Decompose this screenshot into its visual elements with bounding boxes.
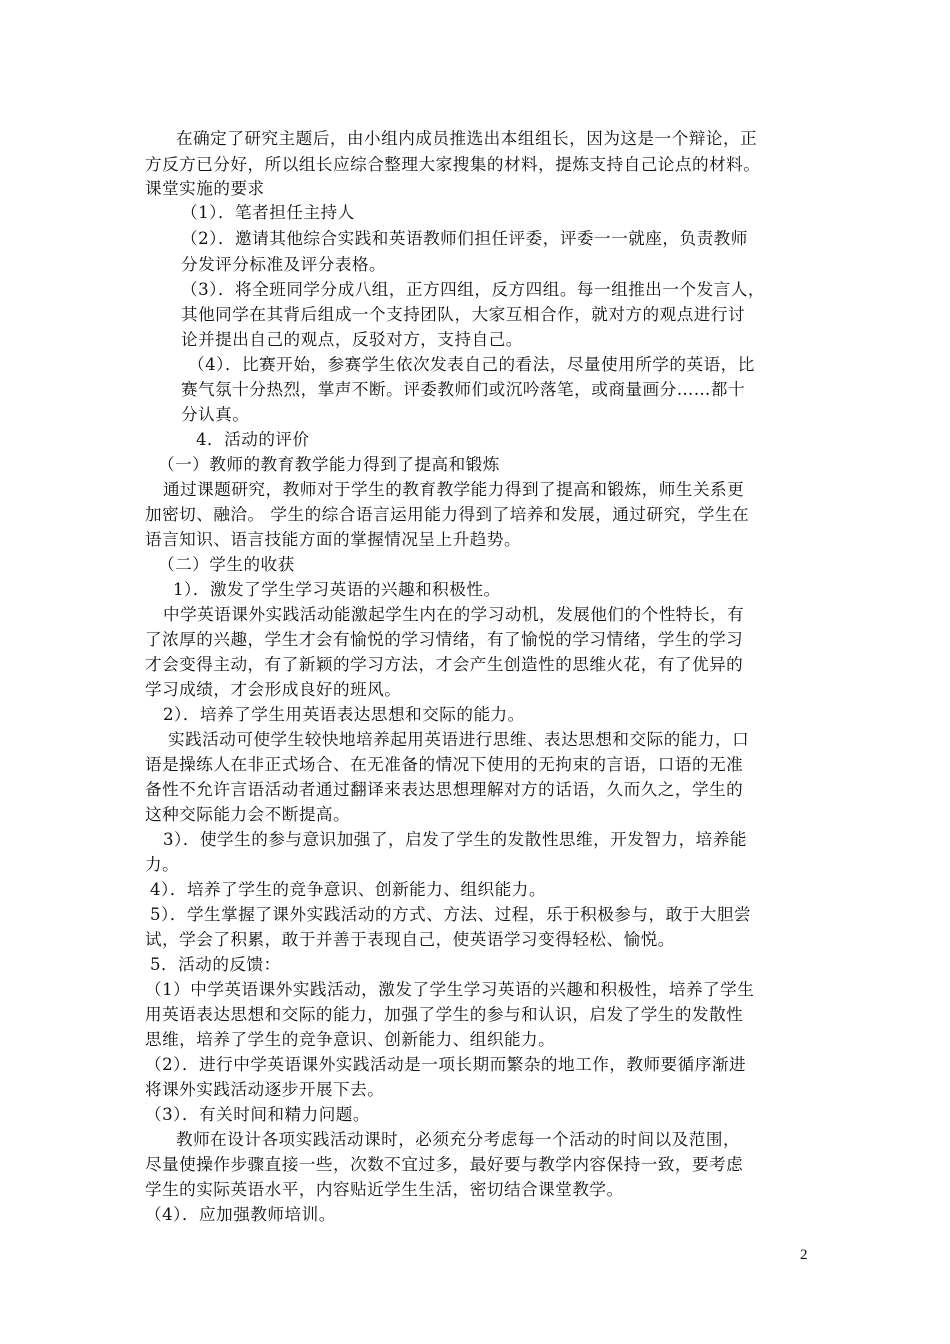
text-line: （4）．应加强教师培训。 (145, 1205, 336, 1224)
text-line: 4）．培养了学生的竞争意识、创新能力、组织能力。 (150, 880, 546, 899)
text-line: 语言知识、语言技能方面的掌握情况呈上升趋势。 (145, 530, 522, 549)
text-line: 用英语表达思想和交际的能力，加强了学生的参与和认识，启发了学生的发散性 (145, 1005, 744, 1024)
text-line: 课堂实施的要求 (145, 179, 265, 198)
text-line: 5）．学生掌握了课外实践活动的方式、方法、过程，乐于积极参与，敢于大胆尝 (150, 905, 752, 924)
text-line: 力。 (145, 855, 180, 874)
text-line: 分发评分标准及评分表格。 (181, 255, 387, 274)
text-line: 方反方已分好，所以组长应综合整理大家搜集的材料，提炼支持自己论点的材料。 (145, 155, 761, 174)
text-line: 学生的实际英语水平，内容贴近学生生活，密切结合课堂教学。 (145, 1180, 624, 1199)
text-line: 尽量使操作步骤直接一些，次数不宜过多，最好要与教学内容保持一致，要考虑 (145, 1155, 744, 1174)
text-line: （2）．进行中学英语课外实践活动是一项长期而繁杂的地工作，教师要循序渐进 (145, 1055, 747, 1074)
text-line: 1）．激发了学生学习英语的兴趣和积极性。 (173, 580, 501, 599)
text-line: 加密切、融洽。 学生的综合语言运用能力得到了培养和发展，通过研究，学生在 (145, 505, 750, 524)
text-line: （1）．笔者担任主持人 (181, 203, 355, 222)
text-line: 学习成绩，才会形成良好的班风。 (145, 680, 402, 699)
text-line: 了浓厚的兴趣，学生才会有愉悦的学习情绪，有了愉悦的学习情绪，学生的学习 (145, 630, 744, 649)
section-heading: （二）学生的收获 (158, 555, 295, 574)
text-line: 2）．培养了学生用英语表达思想和交际的能力。 (163, 705, 525, 724)
section-heading: 4．活动的评价 (196, 430, 310, 449)
text-line: （4）．比赛开始，参赛学生依次发表自己的看法，尽量使用所学的英语，比 (188, 355, 755, 374)
text-line: 论并提出自己的观点，反驳对方，支持自己。 (181, 330, 523, 349)
text-line: 语是操练人在非正式场合、在无准备的情况下使用的无拘束的言语，口语的无准 (145, 755, 744, 774)
text-line: 教师在设计各项实践活动课时，必须充分考虑每一个活动的时间以及范围， (176, 1130, 741, 1149)
text-line: 备性不允许言语活动者通过翻译来表达思想理解对方的话语，久而久之，学生的 (145, 780, 744, 799)
text-line: 通过课题研究，教师对于学生的教育教学能力得到了提高和锻炼，师生关系更 (163, 480, 745, 499)
text-line: 在确定了研究主题后，由小组内成员推选出本组组长，因为这是一个辩论，正 (176, 129, 758, 148)
text-line: 试，学会了积累，敢于并善于表现自己，使英语学习变得轻松、愉悦。 (145, 930, 675, 949)
text-line: 分认真。 (181, 405, 250, 424)
text-line: 实践活动可使学生较快地培养起用英语进行思维、表达思想和交际的能力，口 (168, 730, 750, 749)
page-number: 2 (800, 1247, 808, 1263)
text-line: 思维，培养了学生的竞争意识、创新能力、组织能力。 (145, 1030, 556, 1049)
text-line: 才会变得主动，有了新颖的学习方法，才会产生创造性的思维火花，有了优异的 (145, 655, 744, 674)
text-line: 将课外实践活动逐步开展下去。 (145, 1080, 385, 1099)
section-heading: （一）教师的教育教学能力得到了提高和锻炼 (158, 455, 500, 474)
section-heading: 5．活动的反馈： (150, 955, 281, 974)
text-line: （3）．将全班同学分成八组，正方四组，反方四组。每一组推出一个发言人， (181, 280, 765, 299)
text-line: 3）．使学生的参与意识加强了，启发了学生的发散性思维，开发智力，培养能 (163, 830, 747, 849)
text-line: 其他同学在其背后组成一个支持团队，大家互相合作，就对方的观点进行讨 (181, 305, 746, 324)
text-line: 这种交际能力会不断提高。 (145, 805, 351, 824)
text-line: 赛气氛十分热烈，掌声不断。评委教师们或沉吟落笔，或商量画分……都十 (181, 380, 746, 399)
text-line: （2）．邀请其他综合实践和英语教师们担任评委，评委一一就座，负责教师 (181, 229, 748, 248)
text-line: 中学英语课外实践活动能激起学生内在的学习动机，发展他们的个性特长，有 (163, 605, 745, 624)
text-line: （1）中学英语课外实践活动，激发了学生学习英语的兴趣和积极性，培养了学生 (145, 980, 755, 999)
text-line: （3）．有关时间和精力问题。 (145, 1105, 370, 1124)
